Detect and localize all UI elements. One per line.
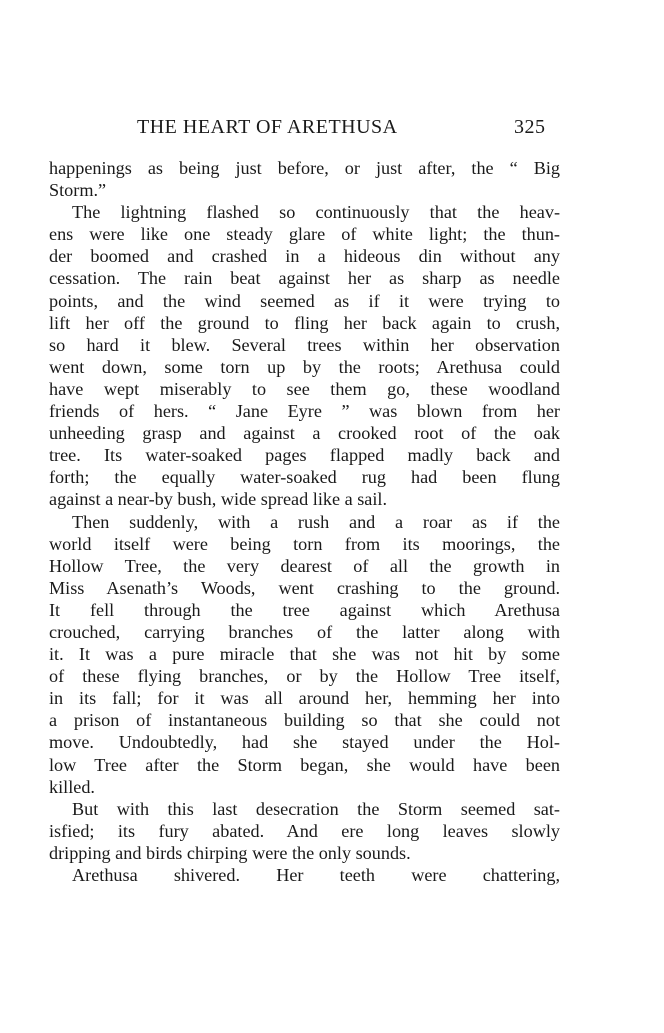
text-line: against a near-by bush, wide spread like a sail. xyxy=(49,489,388,510)
text-line: it. It was a pure miracle that she was not hit by some xyxy=(49,644,560,665)
text-line: Storm.” xyxy=(49,180,107,201)
text-line: unheeding grasp and against a crooked root of the oak xyxy=(49,423,560,444)
text-line: points, and the wind seemed as if it were trying to xyxy=(49,290,560,311)
text-line: But with this last desecration the Storm seemed sat- xyxy=(72,798,560,819)
text-line: crouched, carrying branches of the latter along with xyxy=(49,621,560,642)
text-line: It fell through the tree against which Arethusa xyxy=(49,599,560,620)
text-line: forth; the equally water-soaked rug had been flung xyxy=(49,467,560,488)
text-line: low Tree after the Storm began, she would have been xyxy=(49,754,560,775)
text-line: Arethusa shivered. Her teeth were chattering, xyxy=(72,865,560,885)
text-line: have wept miserably to see them go, these woodland xyxy=(49,378,560,399)
text-line: The lightning flashed so continuously that the heav- xyxy=(72,202,560,223)
text-line: isfied; its fury abated. And ere long leaves slowly xyxy=(49,820,560,841)
text-line: dripping and birds chirping were the only sounds. xyxy=(49,842,411,863)
text-line: of these flying branches, or by the Hollow Tree itself, xyxy=(49,666,560,687)
text-line: went down, some torn up by the roots; Arethusa could xyxy=(49,356,560,377)
text-line: in its fall; for it was all around her, hemming her into xyxy=(49,688,560,709)
text-line: Hollow Tree, the very dearest of all the growth in xyxy=(49,555,560,576)
text-line: friends of hers. “ Jane Eyre ” was blown from her xyxy=(49,401,560,422)
text-line: Then suddenly, with a rush and a roar as if the xyxy=(72,511,560,532)
text-line: world itself were being torn from its moorings, the xyxy=(49,533,560,554)
text-line: ens were like one steady glare of white light; the thun- xyxy=(49,224,560,245)
text-line: move. Undoubtedly, had she stayed under the Hol- xyxy=(49,732,560,753)
body-text xyxy=(49,157,560,886)
running-head xyxy=(0,116,664,144)
text-line: a prison of instantaneous building so that she could not xyxy=(49,710,560,731)
text-line: lift her off the ground to fling her back again to crush, xyxy=(49,312,560,333)
text-line: Miss Asenath’s Woods, went crashing to the ground. xyxy=(49,577,560,598)
text-line: tree. Its water-soaked pages flapped madly back and xyxy=(49,445,560,466)
running-title: THE HEART OF ARETHUSA xyxy=(137,116,398,138)
text-line: so hard it blew. Several trees within her observation xyxy=(49,334,560,355)
text-line: der boomed and crashed in a hideous din without any xyxy=(49,246,560,267)
text-line: happenings as being just before, or just after, the “ Big xyxy=(49,158,560,178)
page-number: 325 xyxy=(514,116,546,138)
text-line: cessation. The rain beat against her as sharp as needle xyxy=(49,268,560,289)
text-line: killed. xyxy=(49,776,95,797)
